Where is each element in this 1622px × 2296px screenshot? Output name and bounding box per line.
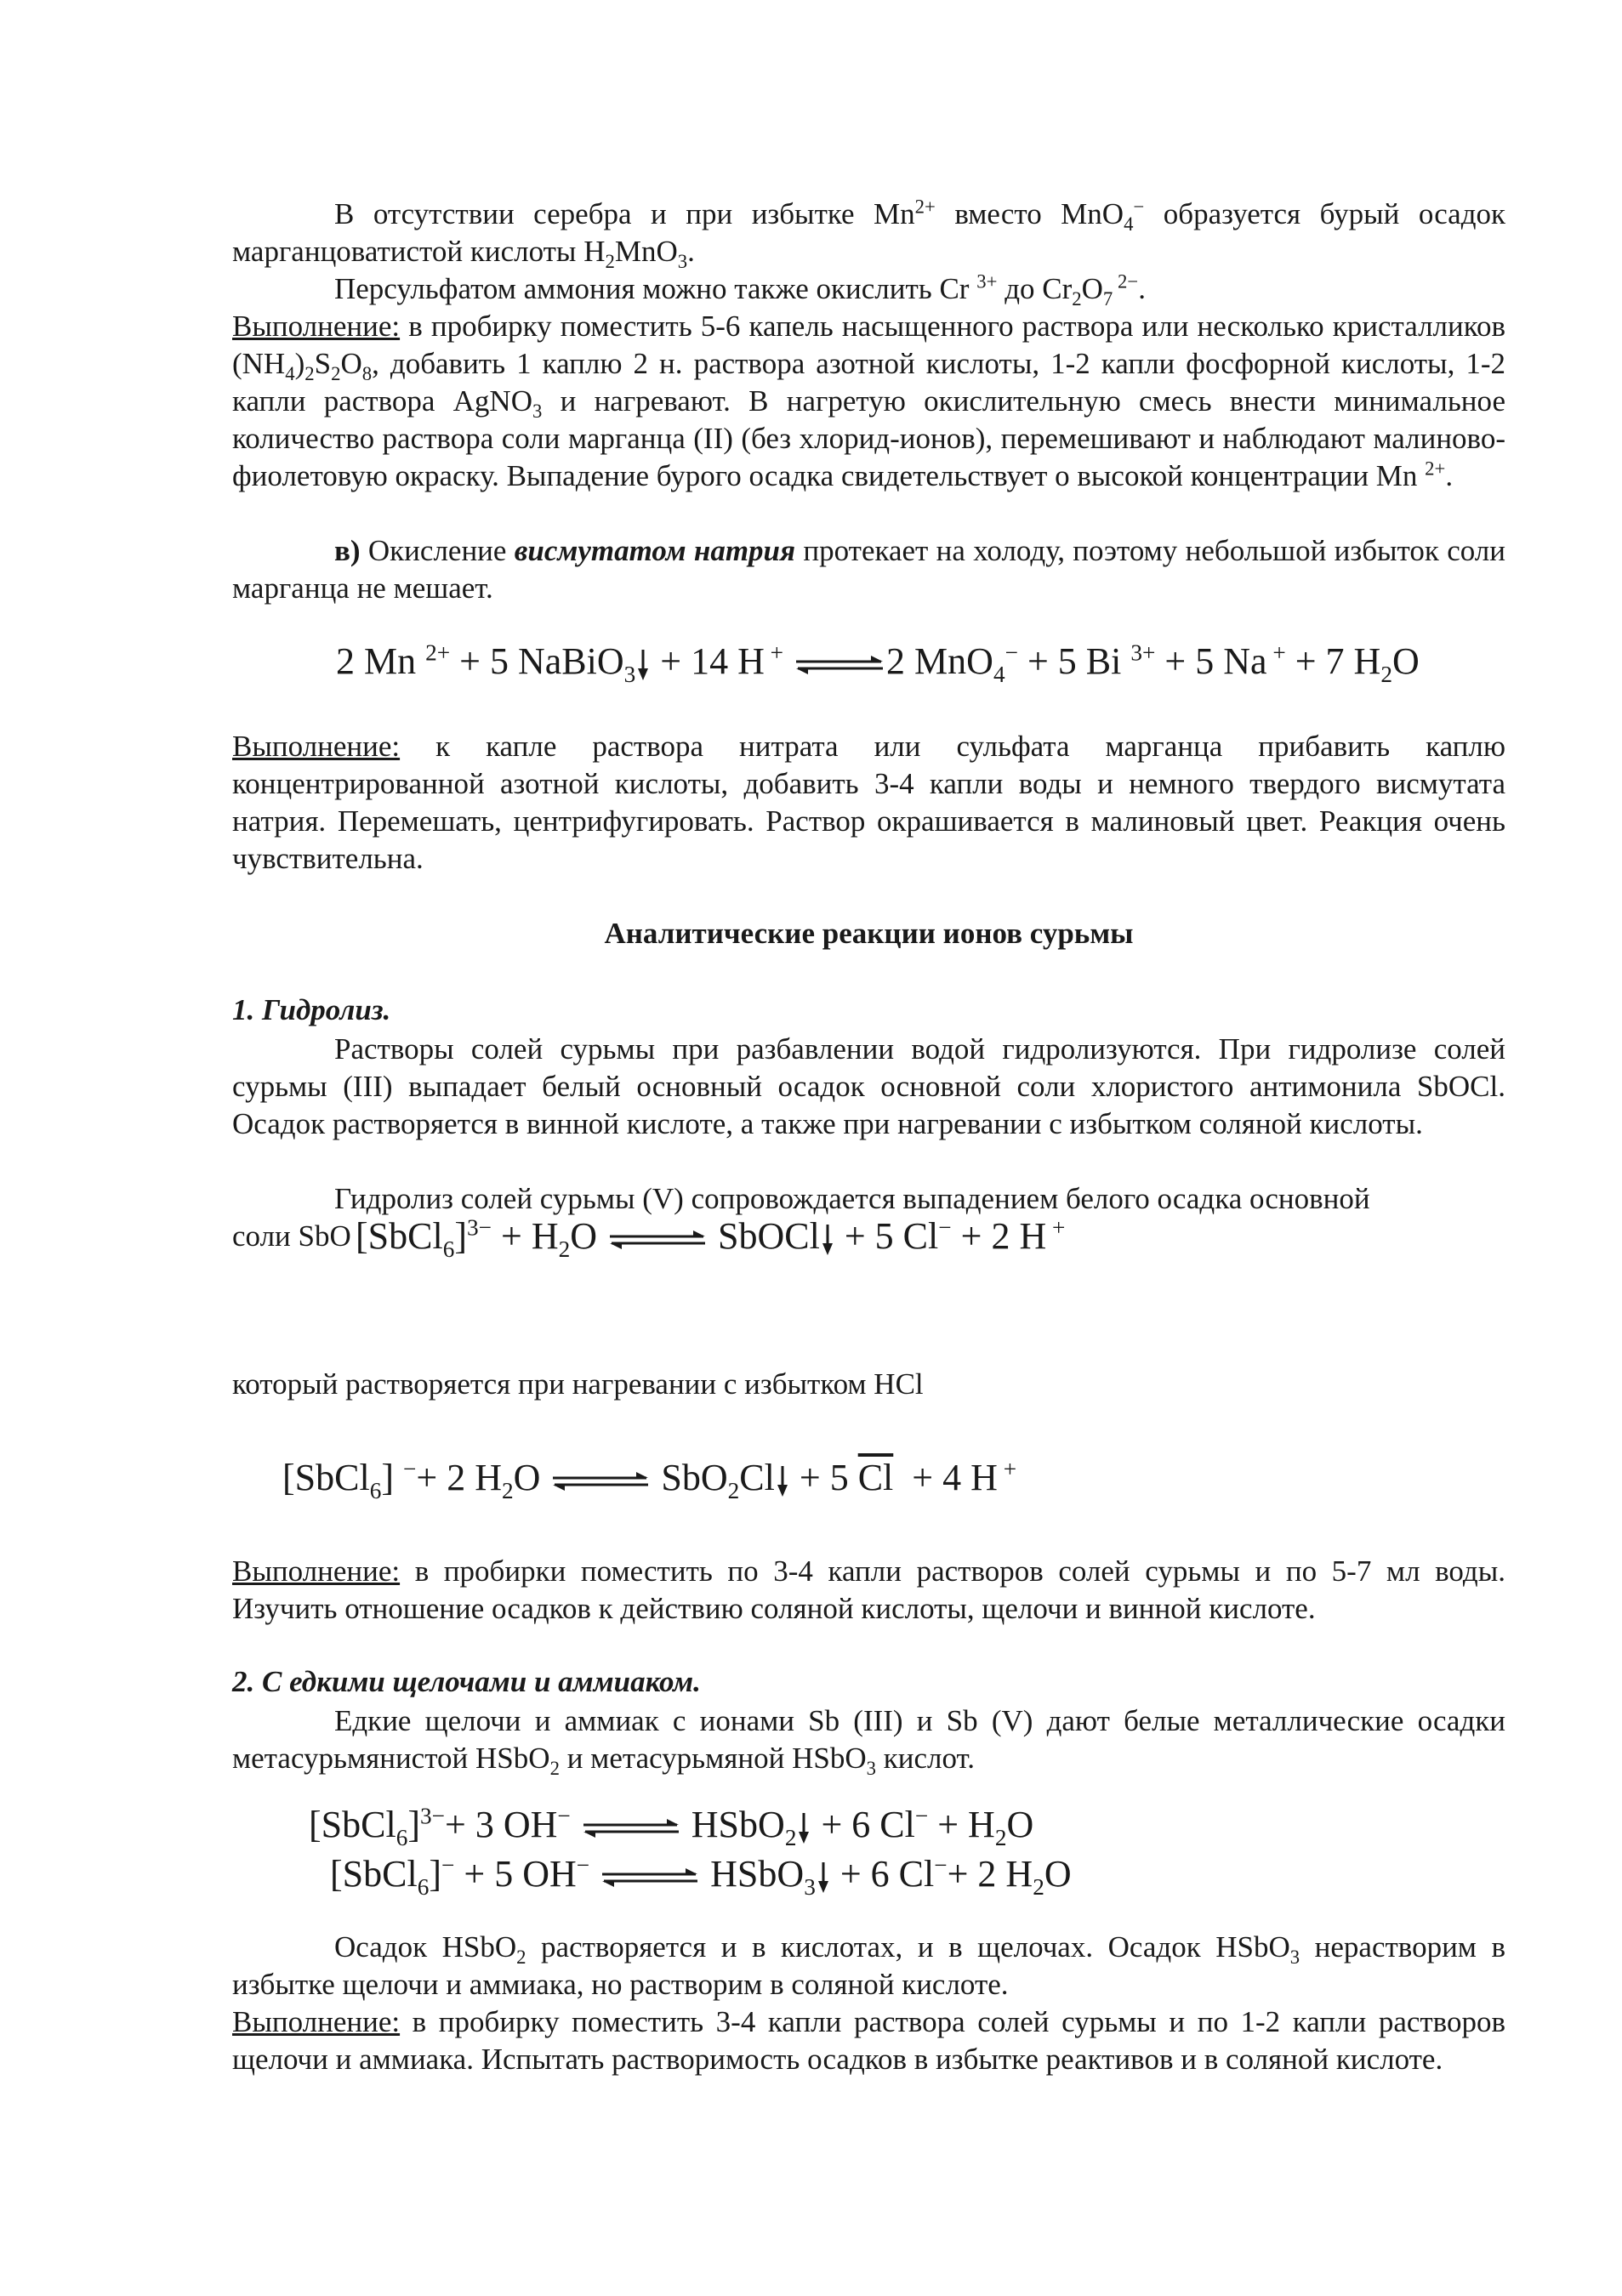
procedure-label: Выполнение: [232,730,401,763]
paragraph-dissolves-hcl: который растворяется при нагревании с избытком HCl [232,1367,924,1401]
equation-bismuthate-oxidation: 2 Mn $^{2+}$ + 5 NaBiO$_3$ + 14 H + 2 MnO$_4$− + 5 Bi $^{3+}$ + 5 Na + + 7 $H_2O$ [336,639,1420,687]
equilibrium-arrow-icon [549,1471,652,1492]
paragraph-hydrolysis-sb5: Гидролиз солей сурьмы (V) сопровождается выпадением белого осадка основной [334,1182,1370,1215]
paragraph-hsbo-solubility: Осадок HSbO$_2$ растворяется и в кислотах, и в щелочах. Осадок HSbO$_3$ нерастворим в избытке щелочи и аммиака, но растворим в соляной кислоте. [232,1930,1506,2001]
equation-sb5-alkali: [SbCl$_6$]− + 5 OH− HSbO$_3$ + 6 Cl−+ 2 $H_2O$ [330,1852,1072,1900]
paragraph-persulfate: Персульфатом аммония можно также окислить Cr $^{3+}$ до $Cr_2O_7$ $^{2-}$. [334,270,1146,310]
paragraph-mn-precipitate: В отсутствии серебра и при избытке $Mn^{2+}$ вместо MnO$_4$− образуется бурый осадок марганцоватистой кислоты $H_2MnO_3$. [232,196,1506,272]
paragraph-procedure-hydrolysis: Выполнение: в пробирки поместить по 3-4 капли растворов солей сурьмы и по 5-7 мл воды. Изучить отношение осадков к действию соляной кислоты, щелочи и винной кислоте. [232,1554,1505,1625]
precipitate-arrow-icon [816,1861,831,1895]
subsection-alkali: 2. С едкими щелочами и аммиаком. [232,1665,701,1698]
equilibrium-arrow-icon [580,1818,682,1839]
equilibrium-arrow-icon [599,1867,701,1888]
paragraph-procedure-persulfate: Выполнение: в пробирку поместить 5-6 капель насыщенного раствора или несколько кристалликов $(NH_4)_2S_2O_8$, добавить 1 каплю 2 н. раствора азотной кислоты, 1-2 капли фосфорной кислоты, 1-2 капли раствора AgNO$_3$ и нагревают. В нагретую окислительную смесь внести минимальное количество раствора соли марганца (II) (без хлорид-ионов), перемешивают и наблюдают малиново-фиолетовую окраску. Выпадение бурого осадка свидетельствует о высокой концентрации Mn $^{2+}$. [232,310,1505,492]
equation-sbcl6-hydrolysis: [SbCl$_6$]$^{3-}$ + $H_2O$ SbOCl + 5 Cl− + 2 H + [356,1214,1066,1262]
precipitate-arrow-icon [820,1223,835,1257]
equation-sb3-alkali: [SbCl$_6$]$^{3-}$+ 3 OH− HSbO$_2$ + 6 $Cl^- + H_2O$ [309,1803,1034,1850]
equation-sbcl6-hydrolysis-v: [SbCl$_6$] −+ 2 $H_2O$ SbO$_2$Cl + 5 Cl + 4 H + [282,1456,1017,1503]
paragraph-hydrolysis-sb5-cont: соли SbO [232,1219,351,1253]
paragraph-procedure-bismuthate: Выполнение: к капле раствора нитрата или сульфата марганца прибавить каплю концентрированной азотной кислоты, добавить 3-4 капли воды и немного твердого висмутата натрия. Перемешать, центрифугировать. Раствор окрашивается в малиновый цвет. Реакция очень чувствительна. [232,730,1505,875]
paragraph-alkali: Едкие щелочи и аммиак с ионами Sb (III) и Sb (V) дают белые металлические осадки метасурьмянистой HSbO$_2$ и метасурьмяной HSbO$_3$ кислот. [232,1704,1505,1779]
precipitate-arrow-icon [635,648,651,682]
equilibrium-arrow-icon [793,655,886,675]
precipitate-arrow-icon [775,1464,790,1498]
paragraph-hydrolysis: Растворы солей сурьмы при разбавлении водой гидролизуются. При гидролизе солей сурьмы (III) выпадает белый основный осадок основной соли хлористого антимонила SbOCl. Осадок растворяется в винной кислоте, а также при нагревании с избытком соляной кислоты. [232,1032,1505,1140]
procedure-label: Выполнение: [232,310,401,343]
precipitate-arrow-icon [796,1811,811,1845]
paragraph-bismuthate: в) Окисление висмутатом натрия протекает на холоду, поэтому небольшой избыток соли марганца не мешает. [232,534,1506,605]
equilibrium-arrow-icon [606,1230,709,1250]
section-heading: Аналитические реакции ионов сурьмы [604,917,1134,950]
procedure-label: Выполнение: [232,1554,401,1588]
subsection-hydrolysis: 1. Гидролиз. [232,993,391,1026]
procedure-label: Выполнение: [232,2005,401,2038]
paragraph-procedure-alkali: Выполнение: в пробирку поместить 3-4 капли раствора солей сурьмы и по 1-2 капли растворов щелочи и аммиака. Испытать растворимость осадков в избытке реактивов и в соляной кислоте. [232,2005,1505,2076]
